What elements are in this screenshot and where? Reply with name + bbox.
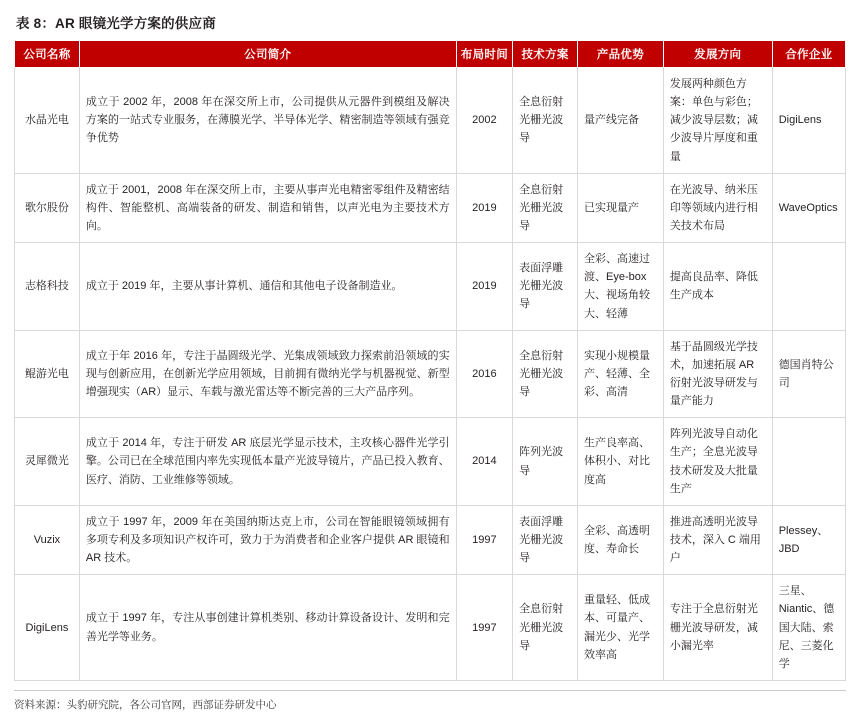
column-header-tech-solution: 技术方案 [513,41,578,68]
column-header-development-direction: 发展方向 [663,41,772,68]
cell-product-advantage: 重量轻、低成本、可量产、漏光少、光学效率高 [578,575,664,681]
column-header-company-intro: 公司简介 [79,41,456,68]
cell-product-advantage: 生产良率高、体积小、对比度高 [578,418,664,506]
cell-partner-company [772,243,845,331]
cell-development-direction: 在光波导、纳米压印等领域内进行相关技术布局 [663,173,772,242]
cell-tech-solution: 全息衍射光栅光波导 [513,173,578,242]
cell-development-direction: 阵列光波导自动化生产；全息光波导技术研发及大批量生产 [663,418,772,506]
cell-company-intro: 成立于年 2016 年，专注于晶圆级光学、光集成领域致力探索前沿领域的实现与创新应用，在创新光学应用领域，目前拥有微纳光学与机器视觉、新型增强现实（AR）显示、车载与激光雷达等不断完善的三大产品序列。 [79,330,456,418]
cell-partner-company: 德国肖特公司 [772,330,845,418]
cell-company-intro: 成立于 2002 年，2008 年在深交所上市，公司提供从元器件到模组及解决方案的一站式专业服务，在薄膜光学、半导体光学、精密制造等领域有强竞争优势 [79,68,456,174]
cell-company-intro: 成立于 1997 年，专注从事创建计算机类别、移动计算设备设计、发明和完善光学等业务。 [79,575,456,681]
cell-company-name: 鲲游光电 [15,330,80,418]
cell-company-intro: 成立于 2014 年，专注于研发 AR 底层光学显示技术，主攻核心器件光学引擎。公司已在全球范围内率先实现低本量产光波导镜片，产品已投入教育、医疗、消防、工业维修等领域。 [79,418,456,506]
cell-layout-time: 1997 [456,505,513,574]
cell-layout-time: 2002 [456,68,513,174]
table-row [15,243,846,331]
cell-company-intro: 成立于 2001，2008 年在深交所上市，主要从事声光电精密零组件及精密结构件、智能整机、高端装备的研发、制造和销售，以声光电为主要技术方向。 [79,173,456,242]
cell-tech-solution: 全息衍射光栅光波导 [513,68,578,174]
cell-product-advantage: 全彩、高透明度、寿命长 [578,505,664,574]
cell-development-direction: 推进高透明光波导技术，深入 C 端用户 [663,505,772,574]
cell-company-name: 歌尔股份 [15,173,80,242]
cell-layout-time: 2014 [456,418,513,506]
column-header-product-advantage: 产品优势 [578,41,664,68]
column-header-company-name: 公司名称 [15,41,80,68]
cell-tech-solution: 表面浮雕光栅光波导 [513,243,578,331]
cell-product-advantage: 全彩、高速过渡、Eye-box 大、视场角较大、轻薄 [578,243,664,331]
cell-development-direction: 提高良品率、降低生产成本 [663,243,772,331]
cell-company-intro: 成立于 1997 年，2009 年在美国纳斯达克上市，公司在智能眼镜领域拥有多项专利及多项知识产权许可，致力于为消费者和企业客户提供 AR 眼镜和 AR 技术。 [79,505,456,574]
column-header-partner-company: 合作企业 [772,41,845,68]
supplier-table [14,40,846,681]
cell-partner-company: 三星、Niantic、德国大陆、索尼、三菱化学 [772,575,845,681]
table-row [15,68,846,174]
cell-partner-company: Plessey、JBD [772,505,845,574]
cell-tech-solution: 表面浮雕光栅光波导 [513,505,578,574]
table-body [15,68,846,681]
cell-product-advantage: 量产线完备 [578,68,664,174]
source-note: 资料来源：头豹研究院，各公司官网，西部证券研发中心 [14,690,846,712]
cell-partner-company: DigiLens [772,68,845,174]
cell-tech-solution: 全息衍射光栅光波导 [513,330,578,418]
cell-development-direction: 专注于全息衍射光栅光波导研发，减小漏光率 [663,575,772,681]
column-header-layout-time: 布局时间 [456,41,513,68]
table-row [15,505,846,574]
cell-partner-company [772,418,845,506]
cell-company-name: 水晶光电 [15,68,80,174]
cell-company-intro: 成立于 2019 年，主要从事计算机、通信和其他电子设备制造业。 [79,243,456,331]
table-caption: 表 8：AR 眼镜光学方案的供应商 [16,16,216,31]
cell-product-advantage: 已实现量产 [578,173,664,242]
table-row [15,330,846,418]
cell-layout-time: 2016 [456,330,513,418]
cell-development-direction: 发展两种颜色方案：单色与彩色；减少波导层数；减少波导片厚度和重量 [663,68,772,174]
cell-partner-company: WaveOptics [772,173,845,242]
table-header-row [15,41,846,68]
cell-layout-time: 2019 [456,173,513,242]
cell-layout-time: 2019 [456,243,513,331]
cell-tech-solution: 全息衍射光栅光波导 [513,575,578,681]
table-row [15,173,846,242]
table-header [15,41,846,68]
cell-company-name: DigiLens [15,575,80,681]
cell-product-advantage: 实现小规模量产、轻薄、全彩、高清 [578,330,664,418]
cell-development-direction: 基于晶圆级光学技术，加速拓展 AR 衍射光波导研发与量产能力 [663,330,772,418]
table-row [15,575,846,681]
cell-tech-solution: 阵列光波导 [513,418,578,506]
cell-company-name: 志格科技 [15,243,80,331]
cell-layout-time: 1997 [456,575,513,681]
cell-company-name: 灵犀微光 [15,418,80,506]
table-row [15,418,846,506]
cell-company-name: Vuzix [15,505,80,574]
